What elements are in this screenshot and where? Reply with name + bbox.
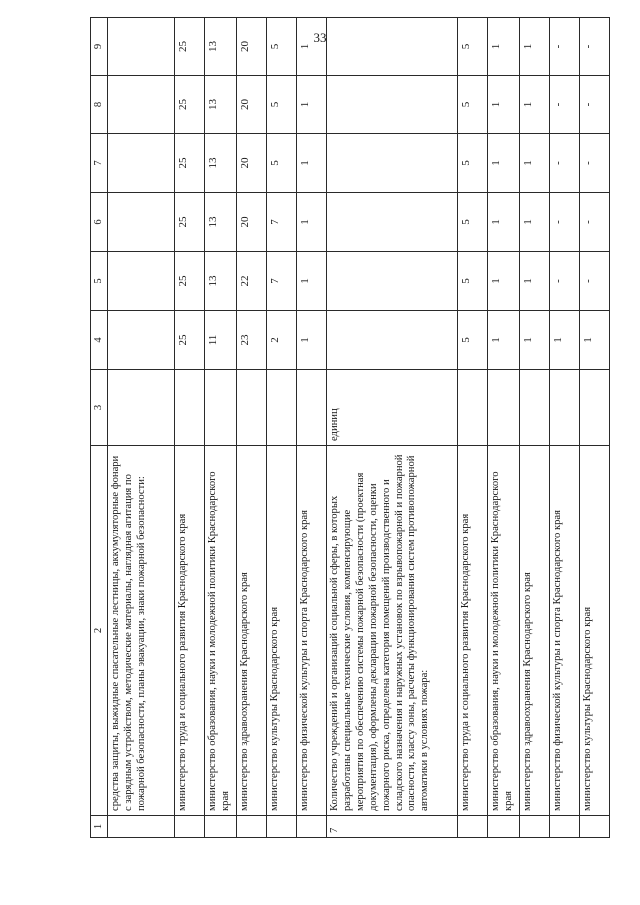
unit-cell <box>175 370 205 446</box>
value-cell: 7 <box>266 252 296 311</box>
value-cell: 25 <box>175 76 205 134</box>
value-cell: - <box>549 76 579 134</box>
value-cell <box>108 76 175 134</box>
indicator-name-cell: министерство культуры Краснодарского края <box>266 446 296 816</box>
value-cell: 25 <box>175 311 205 370</box>
value-cell: 5 <box>458 76 488 134</box>
value-cell: 1 <box>488 18 520 76</box>
indicator-name-cell: министерство образования, науки и молодежной политики Краснодарского края <box>488 446 520 816</box>
value-cell: 1 <box>488 193 520 252</box>
value-cell <box>326 193 457 252</box>
row-number-cell <box>488 816 520 838</box>
row-number-cell <box>579 816 609 838</box>
column-header: 1 <box>91 816 108 838</box>
unit-cell <box>296 370 326 446</box>
value-cell: 20 <box>237 18 267 76</box>
indicator-name-cell: министерство труда и социального развития Краснодарского края <box>458 446 488 816</box>
value-cell: 7 <box>266 193 296 252</box>
column-header: 2 <box>91 446 108 816</box>
table-row <box>296 18 326 838</box>
value-cell: 25 <box>175 193 205 252</box>
value-cell: - <box>549 18 579 76</box>
value-cell: - <box>549 134 579 193</box>
value-cell: 1 <box>296 311 326 370</box>
row-number-cell: 7 <box>326 816 457 838</box>
row-number-cell <box>108 816 175 838</box>
value-cell: 5 <box>458 18 488 76</box>
row-number-cell <box>175 816 205 838</box>
value-cell: 1 <box>520 134 550 193</box>
indicator-name-cell: средства защиты, выжидные спасательные лестницы, аккумуляторные фонари с зарядным устройством, методические материалы, наглядная агитация по пожарной безопасности, планы эвакуации, знаки пожарной безопасности: <box>108 446 175 816</box>
indicator-name-cell: министерство здравоохранения Краснодарского края <box>237 446 267 816</box>
value-cell: 5 <box>266 76 296 134</box>
value-cell: 5 <box>458 252 488 311</box>
unit-cell <box>579 370 609 446</box>
value-cell: - <box>579 252 609 311</box>
value-cell: 1 <box>520 18 550 76</box>
value-cell: - <box>579 193 609 252</box>
rotated-table-container <box>90 18 610 838</box>
value-cell: 25 <box>175 18 205 76</box>
value-cell: 1 <box>296 193 326 252</box>
unit-cell: единиц <box>326 370 457 446</box>
value-cell: 1 <box>488 252 520 311</box>
table-row <box>266 18 296 838</box>
value-cell: 23 <box>237 311 267 370</box>
table-row <box>237 18 267 838</box>
row-number-cell <box>237 816 267 838</box>
value-cell: 13 <box>205 18 237 76</box>
value-cell <box>326 311 457 370</box>
indicator-name-cell: министерство физической культуры и спорта Краснодарского края <box>549 446 579 816</box>
value-cell: 13 <box>205 193 237 252</box>
value-cell: 25 <box>175 134 205 193</box>
value-cell <box>326 76 457 134</box>
table-row <box>108 18 175 838</box>
table-row <box>520 18 550 838</box>
unit-cell <box>108 370 175 446</box>
column-header: 9 <box>91 18 108 76</box>
column-header: 7 <box>91 134 108 193</box>
value-cell: 20 <box>237 76 267 134</box>
value-cell: 1 <box>488 134 520 193</box>
unit-cell <box>458 370 488 446</box>
value-cell: 1 <box>296 76 326 134</box>
value-cell: 11 <box>205 311 237 370</box>
row-number-cell <box>205 816 237 838</box>
row-number-cell <box>549 816 579 838</box>
value-cell: 1 <box>520 252 550 311</box>
column-header: 8 <box>91 76 108 134</box>
value-cell: 22 <box>237 252 267 311</box>
unit-cell <box>266 370 296 446</box>
table-row <box>579 18 609 838</box>
table-row <box>326 18 457 838</box>
row-number-cell <box>458 816 488 838</box>
value-cell: 1 <box>296 18 326 76</box>
column-header: 4 <box>91 311 108 370</box>
table-row <box>488 18 520 838</box>
value-cell: 5 <box>458 193 488 252</box>
value-cell: 25 <box>175 252 205 311</box>
table-body <box>108 18 610 838</box>
column-number-row <box>91 18 108 838</box>
table-row <box>205 18 237 838</box>
unit-cell <box>237 370 267 446</box>
indicator-name-cell: министерство культуры Краснодарского края <box>579 446 609 816</box>
value-cell: - <box>549 193 579 252</box>
row-number-cell <box>296 816 326 838</box>
value-cell: 13 <box>205 76 237 134</box>
value-cell: 1 <box>520 76 550 134</box>
column-header: 3 <box>91 370 108 446</box>
indicator-name-cell: министерство образования, науки и молодежной политики Краснодарского края <box>205 446 237 816</box>
value-cell: 5 <box>266 18 296 76</box>
unit-cell <box>488 370 520 446</box>
indicators-table <box>90 17 610 838</box>
value-cell: 5 <box>458 134 488 193</box>
indicator-name-cell: министерство здравоохранения Краснодарского края <box>520 446 550 816</box>
value-cell: 1 <box>520 311 550 370</box>
value-cell <box>326 252 457 311</box>
value-cell <box>108 18 175 76</box>
indicator-name-cell: министерство труда и социального развития Краснодарского края <box>175 446 205 816</box>
value-cell <box>326 18 457 76</box>
value-cell: 13 <box>205 134 237 193</box>
value-cell <box>108 311 175 370</box>
value-cell: 1 <box>488 76 520 134</box>
indicator-name-cell: министерство физической культуры и спорта Краснодарского края <box>296 446 326 816</box>
row-number-cell <box>266 816 296 838</box>
value-cell <box>108 193 175 252</box>
value-cell: 5 <box>266 134 296 193</box>
value-cell: 13 <box>205 252 237 311</box>
value-cell: 1 <box>579 311 609 370</box>
value-cell: 1 <box>520 193 550 252</box>
value-cell: - <box>549 252 579 311</box>
column-header: 6 <box>91 193 108 252</box>
value-cell <box>326 134 457 193</box>
unit-cell <box>205 370 237 446</box>
value-cell <box>108 134 175 193</box>
column-header: 5 <box>91 252 108 311</box>
page-number: 33 <box>313 30 327 45</box>
table-row <box>458 18 488 838</box>
value-cell: 1 <box>488 311 520 370</box>
table-row <box>549 18 579 838</box>
value-cell: - <box>579 18 609 76</box>
value-cell: 1 <box>549 311 579 370</box>
value-cell <box>108 252 175 311</box>
unit-cell <box>520 370 550 446</box>
value-cell: 20 <box>237 134 267 193</box>
row-number-cell <box>520 816 550 838</box>
value-cell: 1 <box>296 252 326 311</box>
unit-cell <box>549 370 579 446</box>
value-cell: 20 <box>237 193 267 252</box>
value-cell: - <box>579 134 609 193</box>
value-cell: 1 <box>296 134 326 193</box>
indicator-name-cell: Количество учреждений и организаций социальной сферы, в которых разработаны специальные технические условия, компенсирующие мероприятия по обеспечению системы пожарной безопасности (проектная документация), оформлены декларации пожарной безопасности, оценки пожарного риска, определена категория помещений производственного и складского назначения и наружных установок по взрывопожарной и пожарной опасности, классу зоны, расчеты функционирования систем противопожарной автоматики в условиях пожара: <box>326 446 457 816</box>
value-cell: 5 <box>458 311 488 370</box>
table-row <box>175 18 205 838</box>
value-cell: - <box>579 76 609 134</box>
value-cell: 2 <box>266 311 296 370</box>
